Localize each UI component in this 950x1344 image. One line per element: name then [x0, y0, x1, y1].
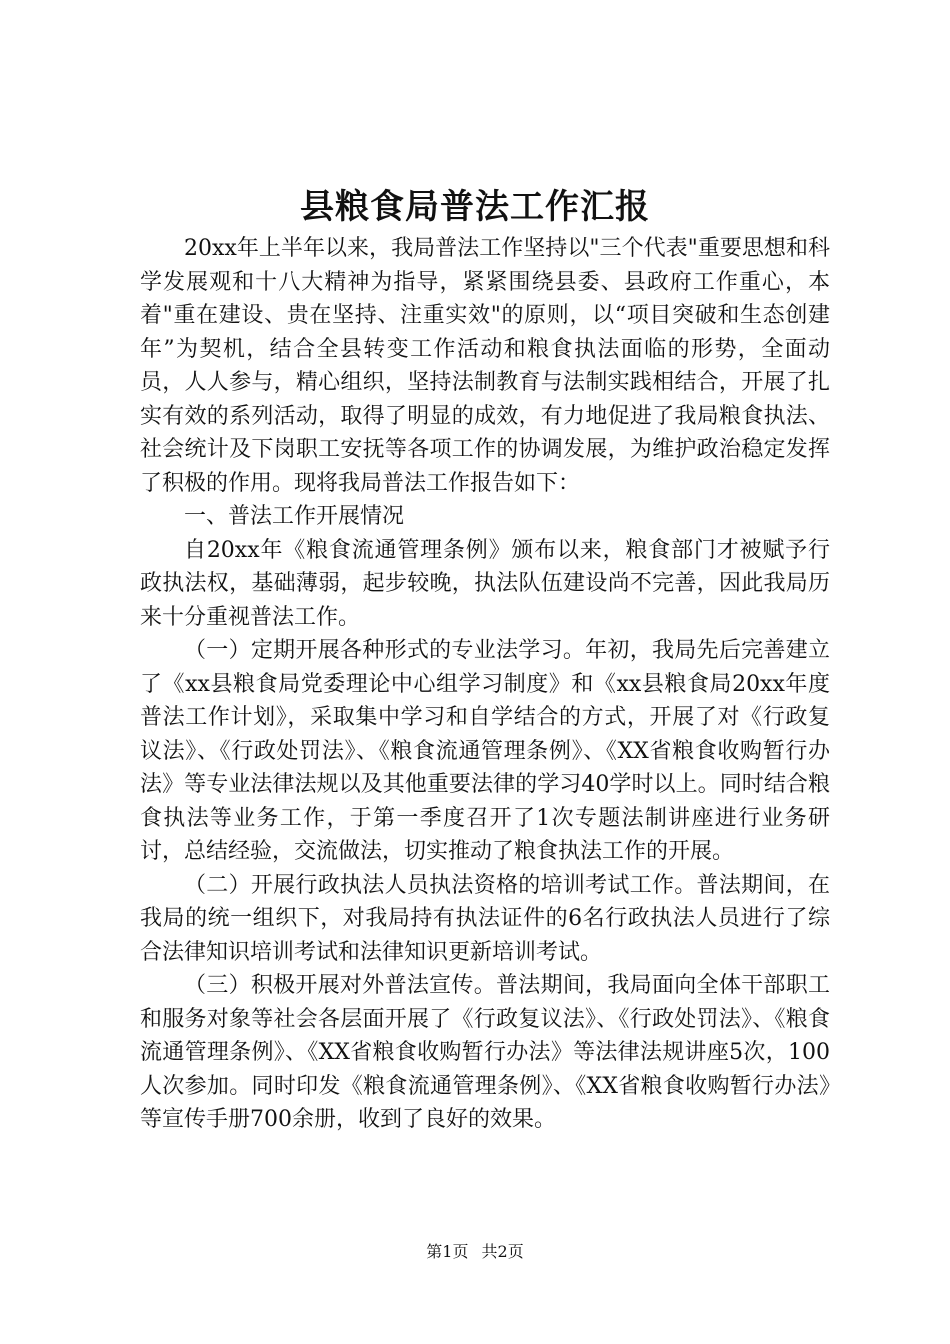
page-total: 共2页 — [481, 1242, 524, 1261]
item-1-paragraph: （一）定期开展各种形式的专业法学习。年初，我局先后完善建立了《xx县粮食局党委理论中心组学习制度》和《xx县粮食局20xx年度普法工作计划》，采取集中学习和自学结合的方式，开展了对《行政复议法》、《行政处罚法》、《粮食流通管理条例》、《XX省粮食收购暂行办法》等专业法律法规以及其他重要法律的学习40学时以上。同时结合粮食执法等业务工作，于第一季度召开了1次专题法制讲座进行业务研讨，总结经验，交流做法，切实推动了粮食执法工作的开展。 — [140, 638, 830, 864]
page-footer — [0, 1240, 950, 1264]
document-body — [140, 232, 830, 1137]
page-number: 第1页 — [426, 1242, 469, 1261]
item-2-paragraph: （二）开展行政执法人员执法资格的培训考试工作。普法期间，在我局的统一组织下，对我局持有执法证件的6名行政执法人员进行了综合法律知识培训考试和法律知识更新培训考试。 — [140, 872, 830, 965]
section-heading: 一、普法工作开展情况 — [184, 504, 405, 529]
background-paragraph: 自20xx年《粮食流通管理条例》颁布以来，粮食部门才被赋予行政执法权，基础薄弱，起步较晚，执法队伍建设尚不完善，因此我局历来十分重视普法工作。 — [140, 537, 830, 630]
intro-paragraph: 20xx年上半年以来，我局普法工作坚持以"三个代表"重要思想和科学发展观和十八大精神为指导，紧紧围绕县委、县政府工作重心，本着"重在建设、贵在坚持、注重实效"的原则，以“项目突破和生态创建年”为契机，结合全县转变工作活动和粮食执法面临的形势，全面动员，人人参与，精心组织，坚持法制教育与法制实践相结合，开展了扎实有效的系列活动，取得了明显的成效，有力地促进了我局粮食执法、社会统计及下岗职工安抚等各项工作的协调发展，为维护政治稳定发挥了积极的作用。现将我局普法工作报告如下： — [140, 236, 830, 496]
item-3-paragraph: （三）积极开展对外普法宣传。普法期间，我局面向全体干部职工和服务对象等社会各层面开展了《行政复议法》、《行政处罚法》、《粮食流通管理条例》、《XX省粮食收购暂行办法》等法律法规讲座5次，100人次参加。同时印发《粮食流通管理条例》、《XX省粮食收购暂行办法》等宣传手册700余册，收到了良好的效果。 — [140, 973, 830, 1132]
document-title: 县粮食局普法工作汇报 — [300, 187, 650, 227]
